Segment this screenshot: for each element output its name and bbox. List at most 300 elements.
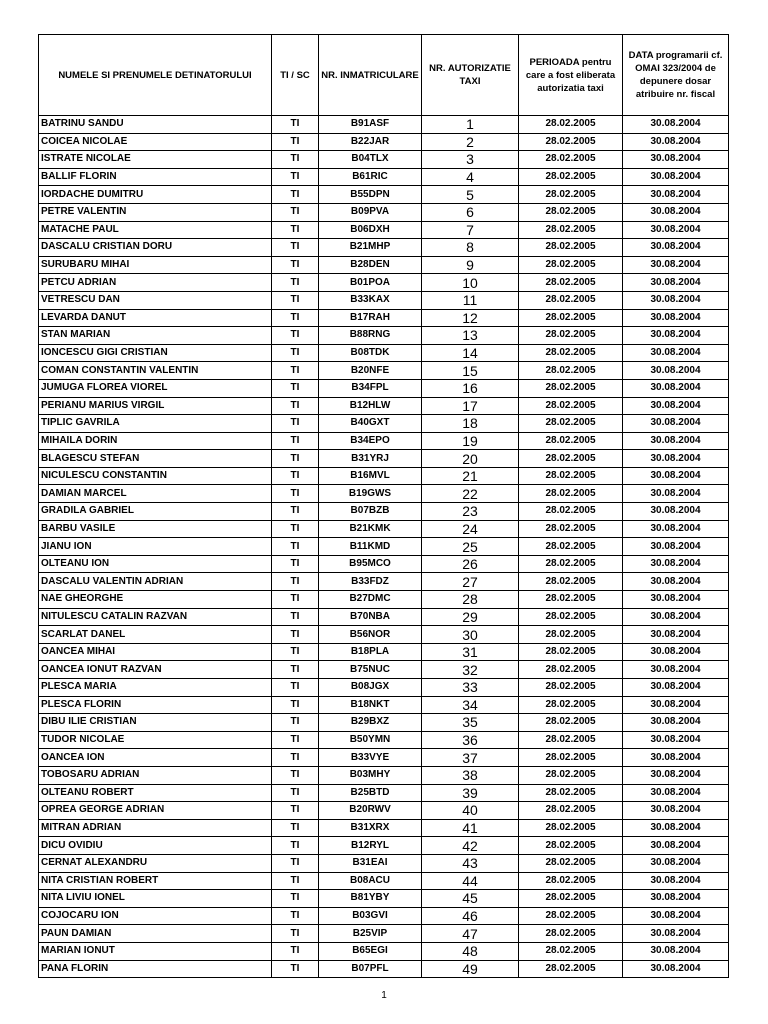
cell-name: BARBU VASILE <box>39 520 272 538</box>
table-row <box>39 485 729 503</box>
cell-date: 30.08.2004 <box>623 221 729 239</box>
header-date: DATA programarii cf. OMAI 323/2004 de depunere dosar atribuire nr. fiscal <box>623 35 729 116</box>
cell-name: DAMIAN MARCEL <box>39 485 272 503</box>
cell-name: MATACHE PAUL <box>39 221 272 239</box>
cell-name: COJOCARU ION <box>39 907 272 925</box>
cell-auth-number: 47 <box>422 925 519 943</box>
cell-auth-number: 41 <box>422 819 519 837</box>
cell-plate: B25BTD <box>319 784 422 802</box>
cell-period: 28.02.2005 <box>519 274 623 292</box>
cell-auth-number: 5 <box>422 186 519 204</box>
table-row <box>39 643 729 661</box>
cell-period: 28.02.2005 <box>519 608 623 626</box>
cell-period: 28.02.2005 <box>519 591 623 609</box>
cell-auth-number: 38 <box>422 766 519 784</box>
cell-period: 28.02.2005 <box>519 309 623 327</box>
header-name: NUMELE SI PRENUMELE DETINATORULUI <box>39 35 272 116</box>
cell-auth-number: 28 <box>422 591 519 609</box>
table-row <box>39 749 729 767</box>
cell-auth-number: 29 <box>422 608 519 626</box>
table-row <box>39 890 729 908</box>
cell-period: 28.02.2005 <box>519 731 623 749</box>
cell-date: 30.08.2004 <box>623 714 729 732</box>
table-row <box>39 872 729 890</box>
cell-name: PANA FLORIN <box>39 960 272 978</box>
cell-plate: B20NFE <box>319 362 422 380</box>
cell-type: TI <box>272 362 319 380</box>
cell-date: 30.08.2004 <box>623 837 729 855</box>
cell-type: TI <box>272 239 319 257</box>
header-type: TI / SC <box>272 35 319 116</box>
cell-name: PETCU ADRIAN <box>39 274 272 292</box>
table-row <box>39 802 729 820</box>
cell-plate: B88RNG <box>319 327 422 345</box>
table-row <box>39 221 729 239</box>
cell-type: TI <box>272 151 319 169</box>
cell-date: 30.08.2004 <box>623 362 729 380</box>
cell-auth-number: 49 <box>422 960 519 978</box>
cell-auth-number: 43 <box>422 854 519 872</box>
cell-period: 28.02.2005 <box>519 344 623 362</box>
cell-plate: B07BZB <box>319 503 422 521</box>
cell-auth-number: 35 <box>422 714 519 732</box>
cell-plate: B03GVI <box>319 907 422 925</box>
cell-auth-number: 25 <box>422 538 519 556</box>
cell-type: TI <box>272 344 319 362</box>
cell-plate: B81YBY <box>319 890 422 908</box>
cell-name: LEVARDA DANUT <box>39 309 272 327</box>
cell-type: TI <box>272 203 319 221</box>
cell-period: 28.02.2005 <box>519 327 623 345</box>
cell-auth-number: 24 <box>422 520 519 538</box>
cell-name: DASCALU VALENTIN ADRIAN <box>39 573 272 591</box>
cell-type: TI <box>272 168 319 186</box>
cell-type: TI <box>272 907 319 925</box>
cell-name: JUMUGA FLOREA VIOREL <box>39 379 272 397</box>
table-row <box>39 766 729 784</box>
table-row <box>39 679 729 697</box>
cell-plate: B04TLX <box>319 151 422 169</box>
cell-type: TI <box>272 837 319 855</box>
cell-period: 28.02.2005 <box>519 749 623 767</box>
cell-date: 30.08.2004 <box>623 450 729 468</box>
cell-type: TI <box>272 221 319 239</box>
cell-period: 28.02.2005 <box>519 872 623 890</box>
cell-type: TI <box>272 854 319 872</box>
cell-date: 30.08.2004 <box>623 925 729 943</box>
cell-type: TI <box>272 485 319 503</box>
cell-date: 30.08.2004 <box>623 573 729 591</box>
cell-plate: B56NOR <box>319 626 422 644</box>
cell-auth-number: 23 <box>422 503 519 521</box>
cell-auth-number: 19 <box>422 432 519 450</box>
cell-plate: B31EAI <box>319 854 422 872</box>
cell-date: 30.08.2004 <box>623 133 729 151</box>
cell-plate: B29BXZ <box>319 714 422 732</box>
cell-name: MITRAN ADRIAN <box>39 819 272 837</box>
cell-plate: B22JAR <box>319 133 422 151</box>
cell-date: 30.08.2004 <box>623 116 729 134</box>
cell-date: 30.08.2004 <box>623 626 729 644</box>
cell-type: TI <box>272 643 319 661</box>
cell-auth-number: 3 <box>422 151 519 169</box>
cell-auth-number: 30 <box>422 626 519 644</box>
cell-period: 28.02.2005 <box>519 854 623 872</box>
cell-plate: B91ASF <box>319 116 422 134</box>
cell-auth-number: 9 <box>422 256 519 274</box>
cell-plate: B08JGX <box>319 679 422 697</box>
cell-name: NITULESCU CATALIN RAZVAN <box>39 608 272 626</box>
cell-period: 28.02.2005 <box>519 432 623 450</box>
cell-type: TI <box>272 696 319 714</box>
cell-auth-number: 27 <box>422 573 519 591</box>
cell-plate: B27DMC <box>319 591 422 609</box>
cell-period: 28.02.2005 <box>519 679 623 697</box>
cell-type: TI <box>272 309 319 327</box>
cell-date: 30.08.2004 <box>623 256 729 274</box>
cell-plate: B31XRX <box>319 819 422 837</box>
cell-type: TI <box>272 450 319 468</box>
cell-period: 28.02.2005 <box>519 291 623 309</box>
cell-name: PLESCA FLORIN <box>39 696 272 714</box>
cell-name: PERIANU MARIUS VIRGIL <box>39 397 272 415</box>
cell-type: TI <box>272 731 319 749</box>
cell-date: 30.08.2004 <box>623 467 729 485</box>
cell-date: 30.08.2004 <box>623 960 729 978</box>
table-row <box>39 397 729 415</box>
cell-name: TUDOR NICOLAE <box>39 731 272 749</box>
cell-type: TI <box>272 327 319 345</box>
cell-period: 28.02.2005 <box>519 942 623 960</box>
cell-type: TI <box>272 291 319 309</box>
cell-plate: B08ACU <box>319 872 422 890</box>
cell-period: 28.02.2005 <box>519 116 623 134</box>
table-row <box>39 520 729 538</box>
header-period: PERIOADA pentru care a fost eliberata autorizatia taxi <box>519 35 623 116</box>
cell-plate: B65EGI <box>319 942 422 960</box>
cell-name: DIBU ILIE CRISTIAN <box>39 714 272 732</box>
cell-date: 30.08.2004 <box>623 679 729 697</box>
cell-type: TI <box>272 555 319 573</box>
cell-type: TI <box>272 432 319 450</box>
cell-date: 30.08.2004 <box>623 784 729 802</box>
cell-auth-number: 39 <box>422 784 519 802</box>
table-row <box>39 925 729 943</box>
cell-auth-number: 32 <box>422 661 519 679</box>
cell-auth-number: 31 <box>422 643 519 661</box>
cell-period: 28.02.2005 <box>519 203 623 221</box>
cell-period: 28.02.2005 <box>519 397 623 415</box>
cell-name: BLAGESCU STEFAN <box>39 450 272 468</box>
header-auth-number: NR. AUTORIZATIE TAXI <box>422 35 519 116</box>
cell-name: COMAN CONSTANTIN VALENTIN <box>39 362 272 380</box>
cell-plate: B33FDZ <box>319 573 422 591</box>
table-row <box>39 942 729 960</box>
cell-auth-number: 17 <box>422 397 519 415</box>
cell-type: TI <box>272 890 319 908</box>
cell-type: TI <box>272 661 319 679</box>
cell-auth-number: 6 <box>422 203 519 221</box>
table-row <box>39 784 729 802</box>
cell-period: 28.02.2005 <box>519 819 623 837</box>
cell-name: VETRESCU DAN <box>39 291 272 309</box>
cell-date: 30.08.2004 <box>623 520 729 538</box>
cell-type: TI <box>272 749 319 767</box>
cell-name: PETRE VALENTIN <box>39 203 272 221</box>
cell-type: TI <box>272 256 319 274</box>
cell-date: 30.08.2004 <box>623 643 729 661</box>
cell-plate: B25VIP <box>319 925 422 943</box>
cell-period: 28.02.2005 <box>519 784 623 802</box>
table-row <box>39 133 729 151</box>
cell-date: 30.08.2004 <box>623 432 729 450</box>
table-row <box>39 608 729 626</box>
cell-date: 30.08.2004 <box>623 397 729 415</box>
cell-name: TIPLIC GAVRILA <box>39 415 272 433</box>
cell-period: 28.02.2005 <box>519 626 623 644</box>
cell-auth-number: 2 <box>422 133 519 151</box>
cell-auth-number: 44 <box>422 872 519 890</box>
cell-auth-number: 14 <box>422 344 519 362</box>
cell-plate: B70NBA <box>319 608 422 626</box>
cell-auth-number: 34 <box>422 696 519 714</box>
cell-plate: B19GWS <box>319 485 422 503</box>
cell-auth-number: 20 <box>422 450 519 468</box>
cell-period: 28.02.2005 <box>519 239 623 257</box>
cell-name: NICULESCU CONSTANTIN <box>39 467 272 485</box>
cell-name: OLTEANU ION <box>39 555 272 573</box>
table-row <box>39 467 729 485</box>
page-number: 1 <box>381 990 387 1001</box>
cell-plate: B18NKT <box>319 696 422 714</box>
table-row <box>39 116 729 134</box>
cell-auth-number: 15 <box>422 362 519 380</box>
cell-auth-number: 33 <box>422 679 519 697</box>
cell-type: TI <box>272 679 319 697</box>
cell-name: BALLIF FLORIN <box>39 168 272 186</box>
cell-period: 28.02.2005 <box>519 802 623 820</box>
cell-plate: B18PLA <box>319 643 422 661</box>
cell-period: 28.02.2005 <box>519 766 623 784</box>
cell-auth-number: 45 <box>422 890 519 908</box>
cell-period: 28.02.2005 <box>519 221 623 239</box>
table-row <box>39 203 729 221</box>
cell-plate: B06DXH <box>319 221 422 239</box>
cell-plate: B50YMN <box>319 731 422 749</box>
table-row <box>39 731 729 749</box>
table-body <box>39 116 729 978</box>
cell-type: TI <box>272 591 319 609</box>
table-row <box>39 344 729 362</box>
cell-plate: B12HLW <box>319 397 422 415</box>
table-row <box>39 538 729 556</box>
cell-period: 28.02.2005 <box>519 714 623 732</box>
cell-period: 28.02.2005 <box>519 925 623 943</box>
cell-date: 30.08.2004 <box>623 802 729 820</box>
cell-type: TI <box>272 397 319 415</box>
cell-auth-number: 48 <box>422 942 519 960</box>
table-row <box>39 415 729 433</box>
cell-auth-number: 8 <box>422 239 519 257</box>
cell-name: OANCEA MIHAI <box>39 643 272 661</box>
cell-period: 28.02.2005 <box>519 133 623 151</box>
cell-date: 30.08.2004 <box>623 379 729 397</box>
cell-auth-number: 22 <box>422 485 519 503</box>
table-row <box>39 432 729 450</box>
cell-plate: B21MHP <box>319 239 422 257</box>
cell-type: TI <box>272 960 319 978</box>
cell-name: SCARLAT DANEL <box>39 626 272 644</box>
cell-type: TI <box>272 467 319 485</box>
cell-plate: B33KAX <box>319 291 422 309</box>
cell-period: 28.02.2005 <box>519 573 623 591</box>
cell-plate: B07PFL <box>319 960 422 978</box>
cell-auth-number: 1 <box>422 116 519 134</box>
cell-type: TI <box>272 802 319 820</box>
cell-name: MIHAILA DORIN <box>39 432 272 450</box>
cell-plate: B28DEN <box>319 256 422 274</box>
cell-date: 30.08.2004 <box>623 766 729 784</box>
table-row <box>39 960 729 978</box>
cell-name: NAE GHEORGHE <box>39 591 272 609</box>
cell-type: TI <box>272 573 319 591</box>
cell-type: TI <box>272 784 319 802</box>
cell-period: 28.02.2005 <box>519 503 623 521</box>
cell-type: TI <box>272 379 319 397</box>
cell-name: CERNAT ALEXANDRU <box>39 854 272 872</box>
cell-date: 30.08.2004 <box>623 239 729 257</box>
cell-name: NITA LIVIU IONEL <box>39 890 272 908</box>
cell-period: 28.02.2005 <box>519 555 623 573</box>
cell-auth-number: 37 <box>422 749 519 767</box>
cell-type: TI <box>272 538 319 556</box>
taxi-authorization-table <box>38 34 729 978</box>
cell-date: 30.08.2004 <box>623 608 729 626</box>
cell-period: 28.02.2005 <box>519 907 623 925</box>
cell-name: OANCEA IONUT RAZVAN <box>39 661 272 679</box>
cell-date: 30.08.2004 <box>623 749 729 767</box>
table-row <box>39 379 729 397</box>
cell-date: 30.08.2004 <box>623 291 729 309</box>
table-row <box>39 837 729 855</box>
cell-type: TI <box>272 186 319 204</box>
cell-plate: B17RAH <box>319 309 422 327</box>
cell-date: 30.08.2004 <box>623 696 729 714</box>
table-row <box>39 274 729 292</box>
cell-period: 28.02.2005 <box>519 643 623 661</box>
cell-date: 30.08.2004 <box>623 555 729 573</box>
cell-period: 28.02.2005 <box>519 538 623 556</box>
cell-date: 30.08.2004 <box>623 503 729 521</box>
cell-date: 30.08.2004 <box>623 309 729 327</box>
cell-date: 30.08.2004 <box>623 907 729 925</box>
cell-name: JIANU ION <box>39 538 272 556</box>
cell-type: TI <box>272 626 319 644</box>
cell-plate: B40GXT <box>319 415 422 433</box>
cell-auth-number: 4 <box>422 168 519 186</box>
cell-name: OLTEANU ROBERT <box>39 784 272 802</box>
cell-auth-number: 7 <box>422 221 519 239</box>
cell-name: PAUN DAMIAN <box>39 925 272 943</box>
cell-auth-number: 36 <box>422 731 519 749</box>
cell-name: BATRINU SANDU <box>39 116 272 134</box>
cell-date: 30.08.2004 <box>623 890 729 908</box>
cell-auth-number: 12 <box>422 309 519 327</box>
cell-date: 30.08.2004 <box>623 942 729 960</box>
table-row <box>39 291 729 309</box>
table-row <box>39 151 729 169</box>
cell-auth-number: 21 <box>422 467 519 485</box>
cell-plate: B34FPL <box>319 379 422 397</box>
cell-plate: B21KMK <box>319 520 422 538</box>
cell-type: TI <box>272 714 319 732</box>
cell-plate: B95MCO <box>319 555 422 573</box>
cell-name: GRADILA GABRIEL <box>39 503 272 521</box>
cell-date: 30.08.2004 <box>623 151 729 169</box>
cell-date: 30.08.2004 <box>623 203 729 221</box>
cell-auth-number: 18 <box>422 415 519 433</box>
table-row <box>39 573 729 591</box>
table-row <box>39 819 729 837</box>
table-row <box>39 309 729 327</box>
table-header-row <box>39 35 729 116</box>
cell-type: TI <box>272 503 319 521</box>
cell-name: SURUBARU MIHAI <box>39 256 272 274</box>
cell-date: 30.08.2004 <box>623 186 729 204</box>
cell-plate: B16MVL <box>319 467 422 485</box>
cell-auth-number: 16 <box>422 379 519 397</box>
cell-plate: B11KMD <box>319 538 422 556</box>
cell-type: TI <box>272 133 319 151</box>
cell-auth-number: 46 <box>422 907 519 925</box>
cell-period: 28.02.2005 <box>519 520 623 538</box>
cell-plate: B12RYL <box>319 837 422 855</box>
cell-period: 28.02.2005 <box>519 362 623 380</box>
table-row <box>39 591 729 609</box>
cell-period: 28.02.2005 <box>519 256 623 274</box>
cell-period: 28.02.2005 <box>519 485 623 503</box>
cell-period: 28.02.2005 <box>519 661 623 679</box>
cell-auth-number: 26 <box>422 555 519 573</box>
cell-type: TI <box>272 766 319 784</box>
cell-type: TI <box>272 608 319 626</box>
cell-period: 28.02.2005 <box>519 960 623 978</box>
cell-period: 28.02.2005 <box>519 467 623 485</box>
cell-date: 30.08.2004 <box>623 344 729 362</box>
cell-auth-number: 42 <box>422 837 519 855</box>
cell-auth-number: 11 <box>422 291 519 309</box>
cell-date: 30.08.2004 <box>623 854 729 872</box>
cell-plate: B08TDK <box>319 344 422 362</box>
table-row <box>39 626 729 644</box>
cell-type: TI <box>272 520 319 538</box>
cell-type: TI <box>272 819 319 837</box>
cell-plate: B55DPN <box>319 186 422 204</box>
cell-date: 30.08.2004 <box>623 415 729 433</box>
table-row <box>39 503 729 521</box>
cell-name: IONCESCU GIGI CRISTIAN <box>39 344 272 362</box>
cell-period: 28.02.2005 <box>519 837 623 855</box>
table-row <box>39 907 729 925</box>
cell-period: 28.02.2005 <box>519 415 623 433</box>
cell-name: COICEA NICOLAE <box>39 133 272 151</box>
table-row <box>39 362 729 380</box>
cell-period: 28.02.2005 <box>519 890 623 908</box>
table-row <box>39 186 729 204</box>
cell-type: TI <box>272 274 319 292</box>
cell-plate: B03MHY <box>319 766 422 784</box>
cell-name: NITA CRISTIAN ROBERT <box>39 872 272 890</box>
